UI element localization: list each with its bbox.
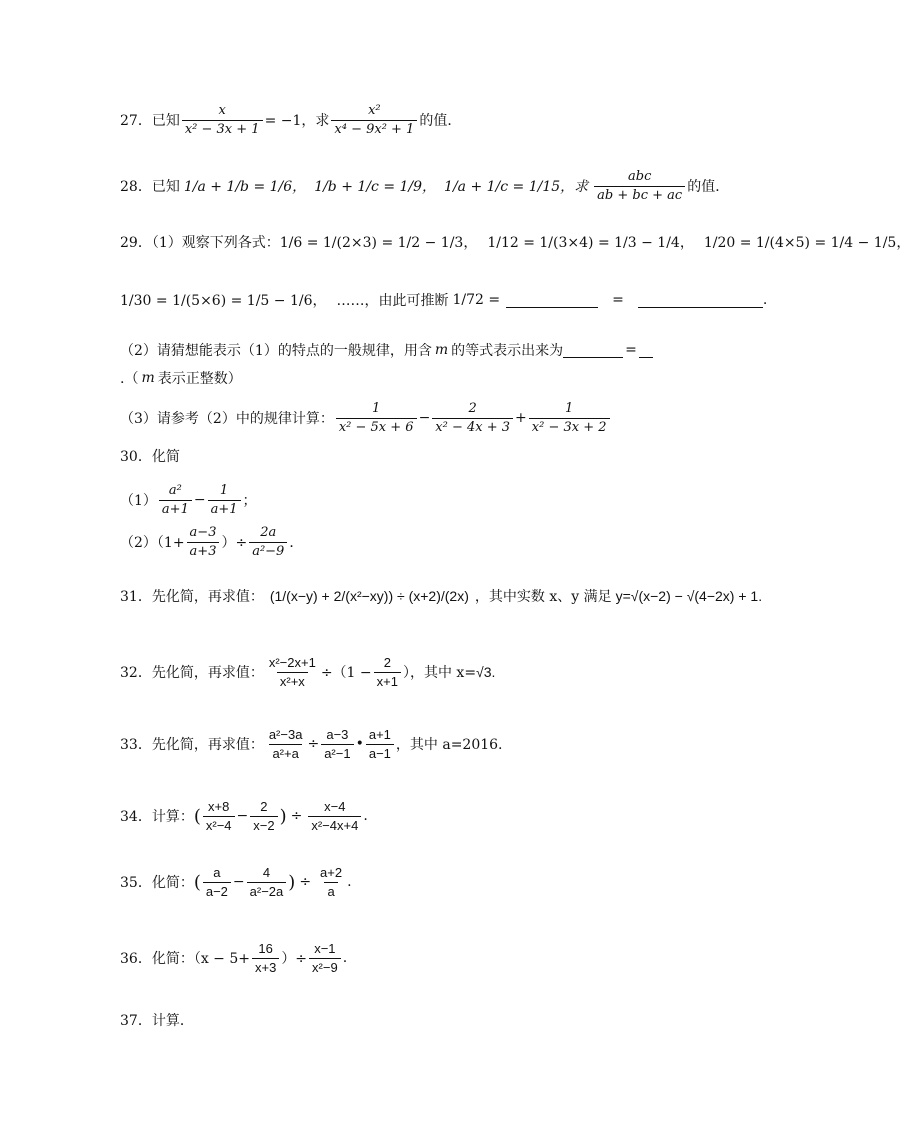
note-prefix: .（ xyxy=(120,371,139,387)
problem-34-prefix: 34．计算： xyxy=(120,809,194,826)
pattern-4: 1/30 = 1/(5×6) = 1/5 − 1/6， xyxy=(120,293,327,309)
part2-text: （2）请猜想能表示（1）的特点的一般规律，用含 xyxy=(120,343,432,359)
equals-sign: = xyxy=(625,342,637,358)
problem-31-condition-text: ，其中实数 x、y 满足 xyxy=(474,589,612,605)
condition-2: 1/b + 1/c = 1/9， xyxy=(314,179,437,196)
problem-35-prefix: 35．化简： xyxy=(120,875,194,892)
pattern-2: 1/12 = 1/(3×4) = 1/3 − 1/4， xyxy=(487,235,694,251)
fraction: $\frac{x-4}{\text{x²−4x+4}}$ xyxy=(308,800,361,832)
problem-30-title: 30．化简 xyxy=(120,449,180,465)
problem-27 xyxy=(120,104,461,136)
answer-blank-1[interactable] xyxy=(506,293,598,308)
value: √3. xyxy=(476,664,496,681)
condition-3: 1/a + 1/c = 1/15，求 xyxy=(444,179,589,196)
period: ． xyxy=(289,535,304,552)
equals-sign: = xyxy=(612,292,624,308)
fraction: $\frac{a-3}{\text{a²−1}}$ xyxy=(321,728,353,760)
problem-32-prefix: 32．先化简，再求值： xyxy=(120,665,264,682)
fraction: $\frac{\text{a²−3a}}{\text{a²+a}}$ xyxy=(268,727,303,761)
problem-27-prefix: 27．已知 xyxy=(120,113,180,130)
fraction: $\frac{1}{\text{x² − 5x + 6}}$ xyxy=(336,402,417,434)
problem-28-suffix: 的值． xyxy=(687,179,730,196)
fraction: $\frac{a+1}{a-1}$ xyxy=(366,728,394,760)
problem-37-title: 37．计算． xyxy=(120,1013,194,1029)
fraction: $\frac{x+8}{\text{x²−4}}$ xyxy=(203,800,235,832)
problem-33: 33．先化简，再求值： $\frac{\text{a²−3a}}{\text{a²+a}}$ ÷ $\frac{a-3}{\text{a²−1}}$ • $\frac{a+1}{a-1}$ ，其中 a=2016. xyxy=(120,727,503,761)
fraction: $\frac{\text{abc}}{ab + bc + ac}$ xyxy=(594,170,685,202)
problem-29-row1 xyxy=(120,232,910,252)
operator: ）÷ xyxy=(221,535,248,552)
problem-31-prefix: 31．先化简，再求值： xyxy=(120,589,264,605)
fraction: $\frac{16}{x+3}$ xyxy=(252,942,279,974)
problem-29-part2-note xyxy=(120,368,242,388)
part2-text-b: 的等式表示出来为 xyxy=(451,343,564,359)
problem-31 xyxy=(120,586,762,606)
fraction: $\frac{2a}{\text{a²−9}}$ xyxy=(249,526,287,558)
problem-34: 34．计算： ( $\frac{x+8}{\text{x²−4}}$ − $\frac{2}{x-2}$ ) ÷ $\frac{x-4}{\text{x²−4x+4}}$ . xyxy=(120,799,368,833)
fraction: $\frac{\text{x²}}{\text{x⁴ − 9x² + 1}}$ xyxy=(331,104,417,136)
pattern-3: 1/20 = 1/(4×5) = 1/4 − 1/5， xyxy=(703,235,910,251)
expression: (1/(x−y) + 2/(x²−xy)) ÷ (x+2)/(2x) xyxy=(269,588,469,604)
problem-30-heading xyxy=(120,446,180,466)
problem-33-condition: ，其中 a=2016. xyxy=(395,737,503,754)
period: . xyxy=(762,292,768,308)
problem-33-prefix: 33．先化简，再求值： xyxy=(120,737,264,754)
pattern-1: 1/6 = 1/(2×3) = 1/2 − 1/3， xyxy=(279,235,478,251)
problem-30-part2 xyxy=(120,526,303,558)
problem-28 xyxy=(120,170,729,202)
note-text: 表示正整数） xyxy=(157,371,242,387)
answer-blank-3[interactable] xyxy=(563,343,623,358)
problem-35: 35．化简： ( $\frac{a}{a-2}$ − $\frac{4}{\text{a²−2a}}$ ) ÷ $\frac{a+2}{a}$ . xyxy=(120,865,352,899)
fraction: $\frac{1}{\text{x² − 3x + 2}}$ xyxy=(529,402,610,434)
part3-text: （3）请参考（2）中的规律计算： xyxy=(120,411,334,428)
equation-text: = −1，求 xyxy=(264,113,330,130)
answer-blank-2[interactable] xyxy=(638,293,763,308)
semicolon: ； xyxy=(242,493,257,510)
part-label: （1） xyxy=(120,493,157,510)
operator: ÷（1 − xyxy=(320,665,372,682)
problem-29-row2 xyxy=(120,290,767,310)
problem-29-prefix: 29．（1）观察下列各式： xyxy=(120,235,280,251)
problem-29-part3: （3）请参考（2）中的规律计算： $\frac{1}{\text{x² − 5x + 6}}$ − $\frac{2}{\text{x² − 4x + 3}}$ + $\frac{1}{\text{x² − 3x + 2}}$ xyxy=(120,402,612,434)
answer-blank-4[interactable] xyxy=(639,343,653,358)
fraction: $\frac{a}{a-2}$ xyxy=(203,866,231,898)
fraction: $\frac{2}{x+1}$ xyxy=(374,656,401,688)
variable-m: m xyxy=(141,370,155,386)
condition-1: 1/a + 1/b = 1/6， xyxy=(183,179,307,196)
problem-32 xyxy=(120,656,495,688)
problem-36-prefix: 36．化简：（x − 5+ xyxy=(120,951,250,968)
problem-32-condition: ），其中 x= xyxy=(402,665,477,682)
variable-m: m xyxy=(434,342,449,358)
fraction: $\frac{2}{\text{x² − 4x + 3}}$ xyxy=(432,402,513,434)
problem-30-part1: （1） $\frac{\text{a²}}{a+1}$ − $\frac{1}{a+1}$ ； xyxy=(120,483,257,517)
problem-36: 36．化简：（x − 5+ $\frac{16}{x+3}$ ）÷ $\frac{x-1}{\text{x²−9}}$ . xyxy=(120,941,348,975)
condition-formula: y=√(x−2) − √(4−2x) + 1. xyxy=(615,588,763,604)
fraction: $\frac{1}{a+1}$ xyxy=(208,484,241,516)
fraction: $\frac{a-3}{a+3}$ xyxy=(187,526,220,558)
fraction: $\frac{2}{x-2}$ xyxy=(250,800,277,832)
fraction: $\frac{x}{\text{x² − 3x + 1}}$ xyxy=(182,104,263,136)
target-fraction: 1/72 = xyxy=(452,292,501,308)
fraction: $\frac{x-1}{\text{x²−9}}$ xyxy=(309,942,341,974)
inference-text: ……，由此可推断 xyxy=(336,293,449,309)
problem-29-part2 xyxy=(120,340,653,360)
problem-37 xyxy=(120,1010,194,1030)
fraction: $\frac{\text{a²}}{a+1}$ xyxy=(159,484,192,516)
fraction: $\frac{\text{x²−2x+1}}{\text{x²+x}}$ xyxy=(268,655,316,689)
problem-28-prefix: 28．已知 xyxy=(120,179,180,196)
fraction: $\frac{a+2}{a}$ xyxy=(320,865,343,899)
part-label: （2）（1+ xyxy=(120,535,185,552)
problem-27-suffix: 的值． xyxy=(419,113,462,130)
fraction: $\frac{4}{\text{a²−2a}}$ xyxy=(247,866,287,898)
